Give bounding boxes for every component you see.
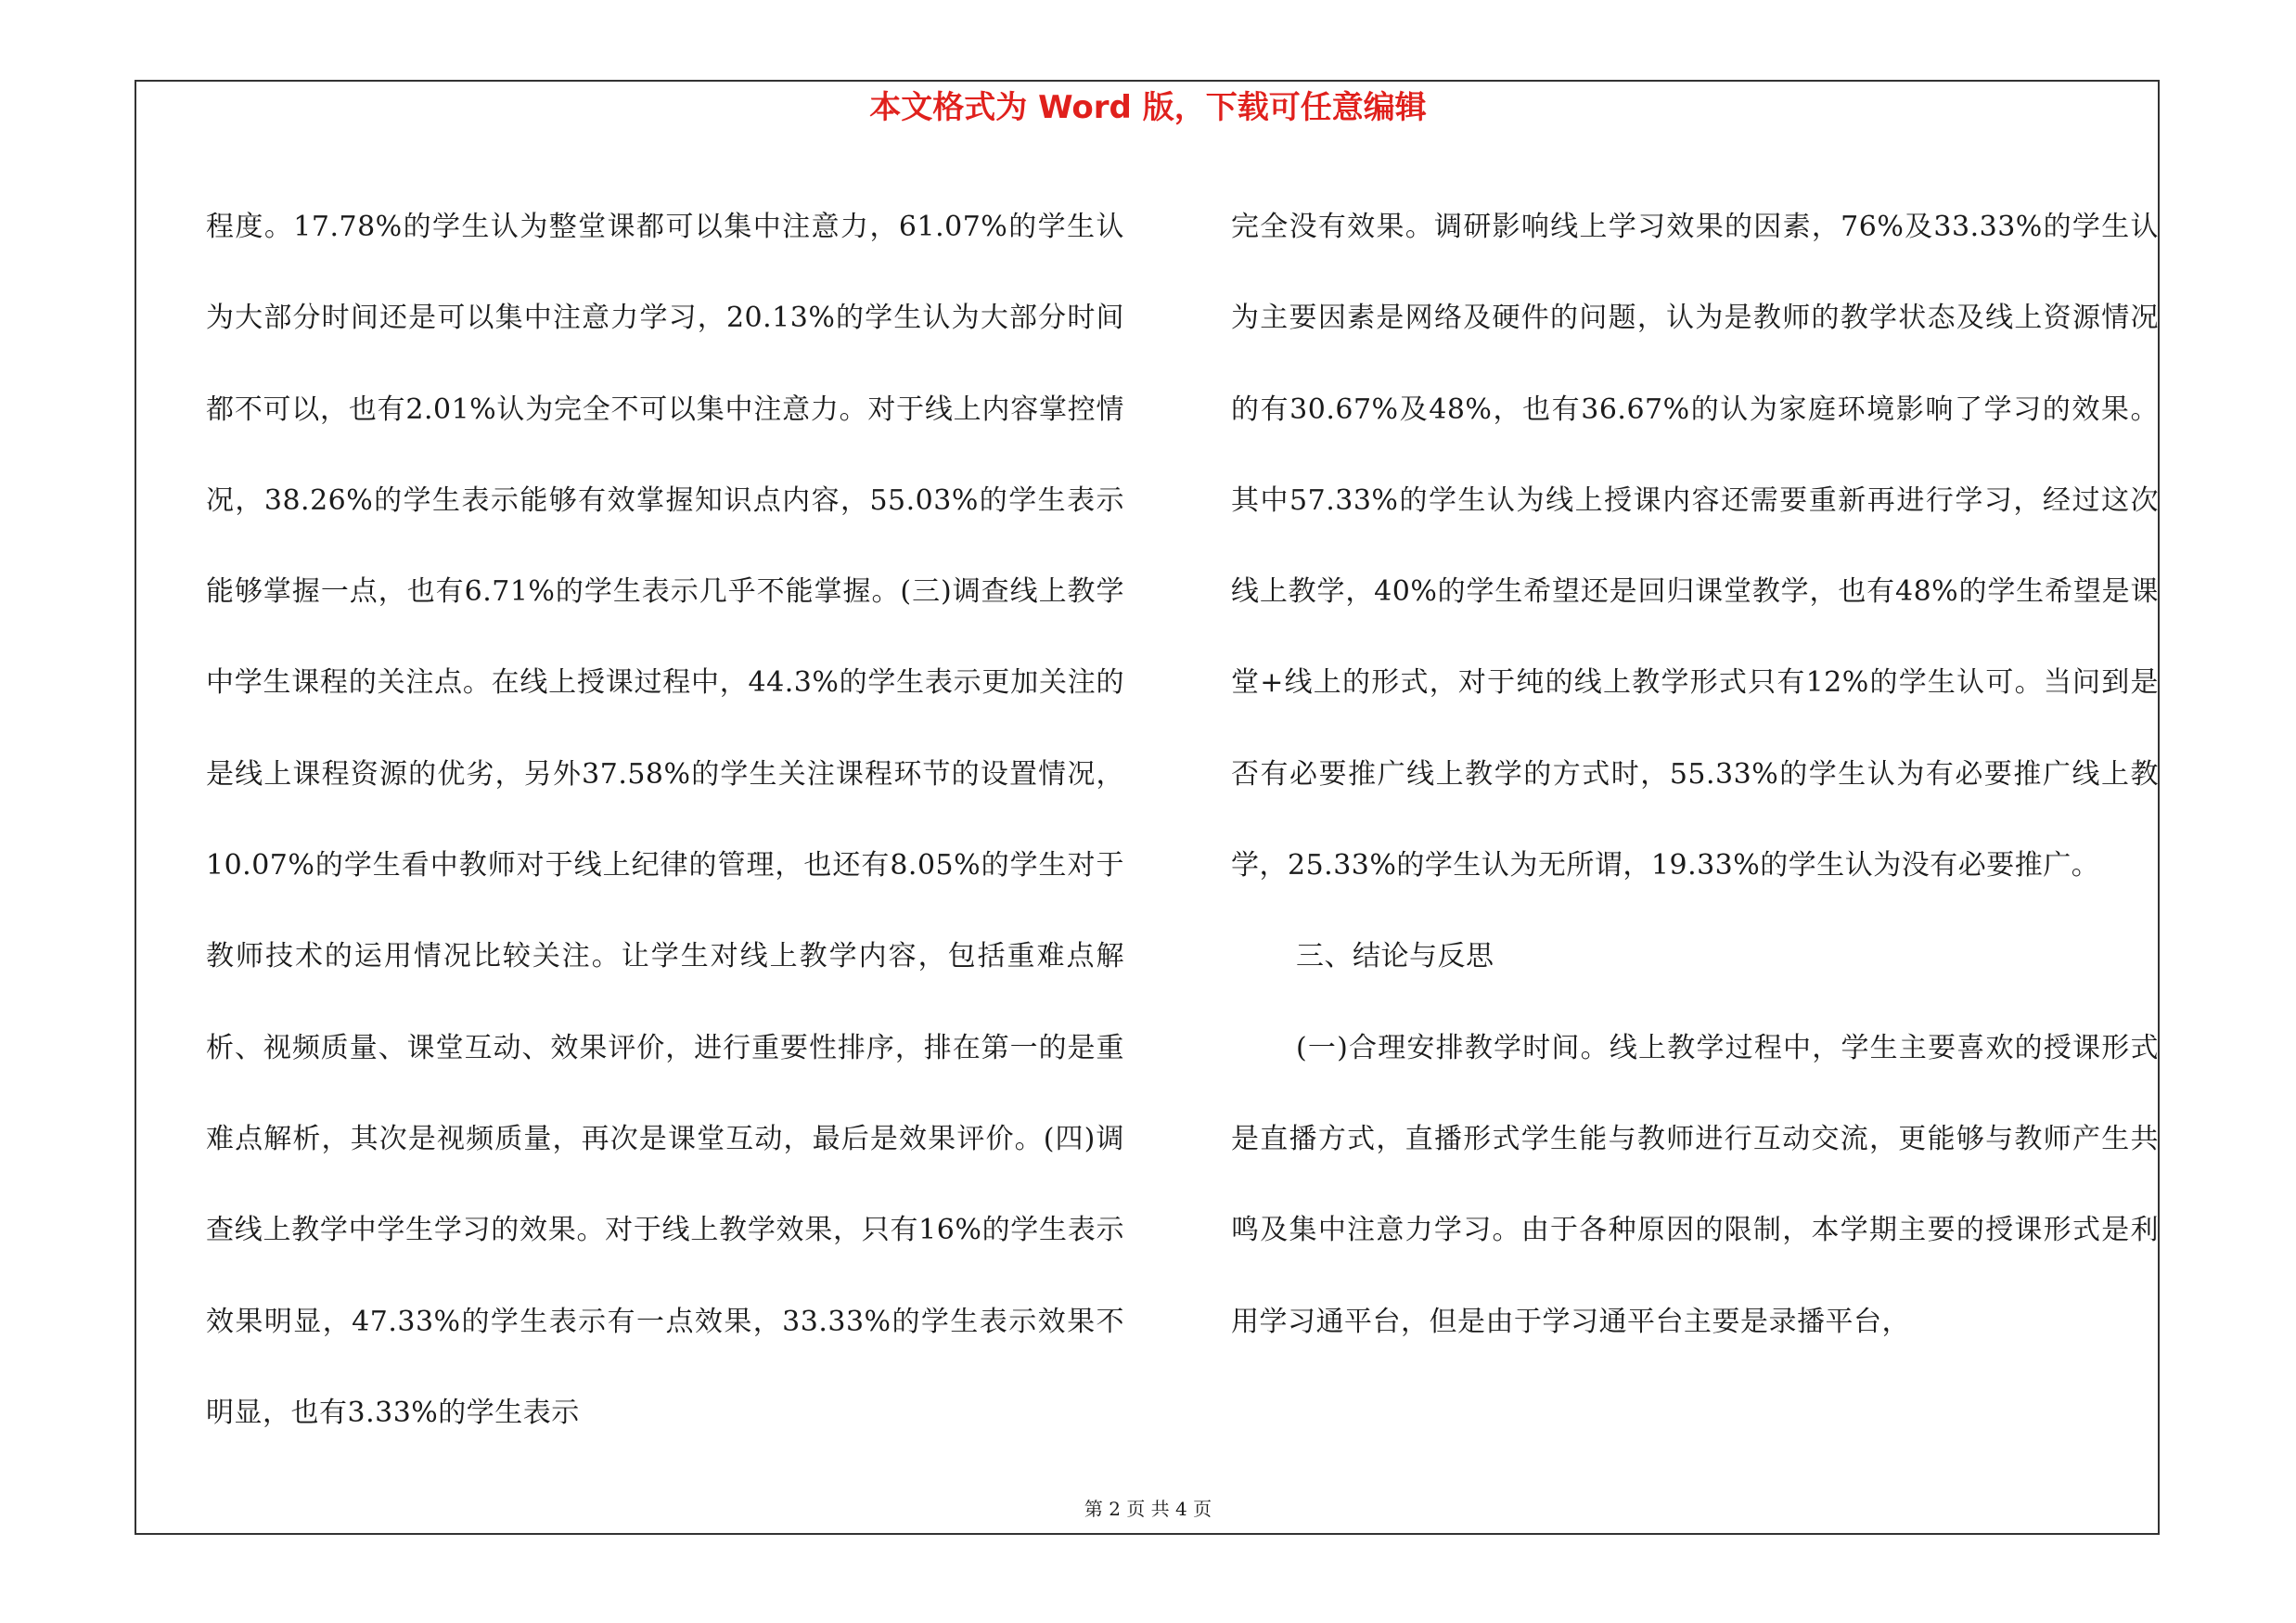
section-heading-conclusion: 三、结论与反思 [1296,940,1494,973]
right-paragraph-2: (一)合理安排教学时间。线上教学过程中，学生主要喜欢的授课形式是直播方式，直播形式学生能与教师进行互动交流，更能够与教师产生共鸣及集中注意力学习。由于各种原因的限制，本学期主要的授课形式是利用学习通平台，但是由于学习通平台主要是录播平台， [1231,1031,2159,1338]
right-paragraph-1: 完全没有效果。调研影响线上学习效果的因素，76%及33.33%的学生认为主要因素是网络及硬件的问题，认为是教师的教学状态及线上资源情况的有30.67%及48%，也有36.67%的认为家庭环境影响了学习的效果。其中57.33%的学生认为线上授课内容还需要重新再进行学习，经过这次线上教学，40%的学生希望还是回归课堂教学，也有48%的学生希望是课堂+线上的形式，对于纯的线上教学形式只有12%的学生认可。当问到是否有必要推广线上教学的方式时，55.33%的学生认为有必要推广线上教学，25.33%的学生认为无所谓，19.33%的学生认为没有必要推广。 [1231,211,2159,882]
left-column [206,182,1124,1459]
left-paragraph-1: 程度。17.78%的学生认为整堂课都可以集中注意力，61.07%的学生认为大部分时间还是可以集中注意力学习，20.13%的学生认为大部分时间都不可以，也有2.01%认为完全不可以集中注意力。对于线上内容掌控情况，38.26%的学生表示能够有效掌握知识点内容，55.03%的学生表示能够掌握一点，也有6.71%的学生表示几乎不能掌握。(三)调查线上教学中学生课程的关注点。在线上授课过程中，44.3%的学生表示更加关注的是线上课程资源的优劣，另外37.58%的学生关注课程环节的设置情况，10.07%的学生看中教师对于线上纪律的管理，也还有8.05%的学生对于教师技术的运用情况比较关注。让学生对线上教学内容，包括重难点解析、视频质量、课堂互动、效果评价，进行重要性排序，排在第一的是重难点解析，其次是视频质量，再次是课堂互动，最后是效果评价。(四)调查线上教学中学生学习的效果。对于线上教学效果，只有16%的学生表示效果明显，47.33%的学生表示有一点效果，33.33%的学生表示效果不明显，也有3.33%的学生表示 [206,211,1124,1429]
format-banner: 本文格式为 Word 版，下载可任意编辑 [869,89,1427,126]
right-column [1231,182,2159,1368]
page-number: 第 2 页 共 4 页 [1084,1498,1212,1520]
